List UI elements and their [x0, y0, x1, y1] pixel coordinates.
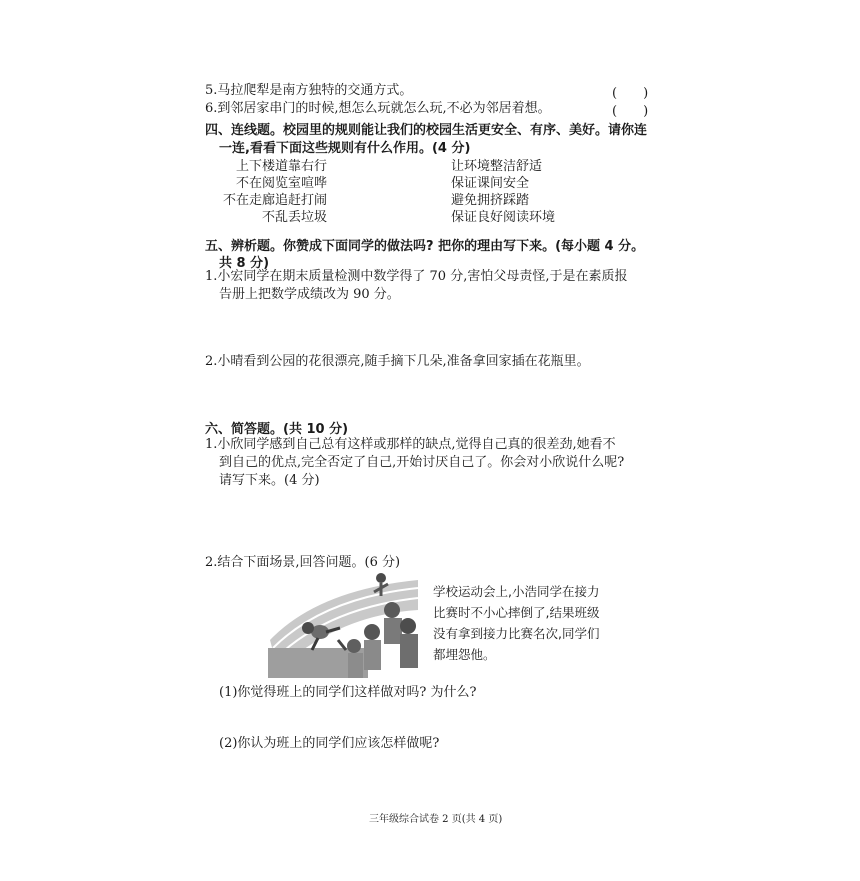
match-right-item[interactable]: 保证良好阅读环境 — [451, 210, 556, 225]
section-4-heading-cont: 一连,看看下面这些规则有什么作用。(4 分) — [219, 141, 471, 156]
match-right-item[interactable]: 让环境整洁舒适 — [451, 159, 543, 174]
section-5-heading: 五、辨析题。你赞成下面同学的做法吗? 把你的理由写下来。(每小题 4 分。 — [205, 239, 645, 254]
page-footer: 三年级综合试卷 2 页(共 4 页) — [369, 814, 503, 825]
section-6-q1: 1.小欣同学感到自己总有这样或那样的缺点,觉得自己真的很差劲,她看不 — [205, 437, 616, 452]
section-5-q1: 1.小宏同学在期末质量检测中数学得了 70 分,害怕父母责怪,于是在素质报 — [205, 269, 628, 284]
section-5-q2: 2.小晴看到公园的花很漂亮,随手摘下几朵,准备拿回家插在花瓶里。 — [205, 354, 590, 369]
question-5-text: 5.马拉爬犁是南方独特的交通方式。 — [205, 83, 413, 98]
question-6-text: 6.到邻居家串门的时候,想怎么玩就怎么玩,不必为邻居着想。 — [205, 101, 551, 116]
match-left-item[interactable]: 不在阅览室喧哗 — [235, 176, 327, 191]
section-6-q2: 2.结合下面场景,回答问题。(6 分) — [205, 555, 401, 570]
section-6-q1-cont: 到自己的优点,完全否定了自己,开始讨厌自己了。你会对小欣说什么呢? — [219, 455, 625, 470]
match-left-item[interactable]: 不在走廊追赶打闹 — [222, 193, 327, 208]
match-right-item[interactable]: 避免拥挤踩踏 — [451, 193, 530, 208]
section-5-heading-cont: 共 8 分) — [219, 256, 270, 271]
section-5-q1-cont: 告册上把数学成绩改为 90 分。 — [219, 287, 400, 302]
section-4-heading: 四、连线题。校园里的规则能让我们的校园生活更安全、有序、美好。请你连 — [205, 123, 648, 138]
section-6-heading: 六、简答题。(共 10 分) — [205, 422, 349, 437]
answer-paren-5[interactable]: ( ) — [612, 86, 649, 101]
section-6-q1-cont2: 请写下来。(4 分) — [219, 473, 320, 488]
section-6-sub1: (1)你觉得班上的同学们这样做对吗? 为什么? — [219, 685, 477, 700]
match-left-item[interactable]: 上下楼道靠右行 — [235, 159, 327, 174]
relay-race-illustration — [268, 570, 420, 678]
story-line: 学校运动会上,小浩同学在接力 — [433, 584, 600, 599]
story-line: 比赛时不小心摔倒了,结果班级 — [433, 605, 600, 620]
story-line: 都埋怨他。 — [433, 647, 496, 662]
answer-paren-6[interactable]: ( ) — [612, 104, 649, 119]
match-right-item[interactable]: 保证课间安全 — [451, 176, 530, 191]
story-line: 没有拿到接力比赛名次,同学们 — [433, 626, 600, 641]
section-6-sub2: (2)你认为班上的同学们应该怎样做呢? — [219, 736, 440, 751]
match-left-item[interactable]: 不乱丢垃圾 — [261, 210, 327, 225]
